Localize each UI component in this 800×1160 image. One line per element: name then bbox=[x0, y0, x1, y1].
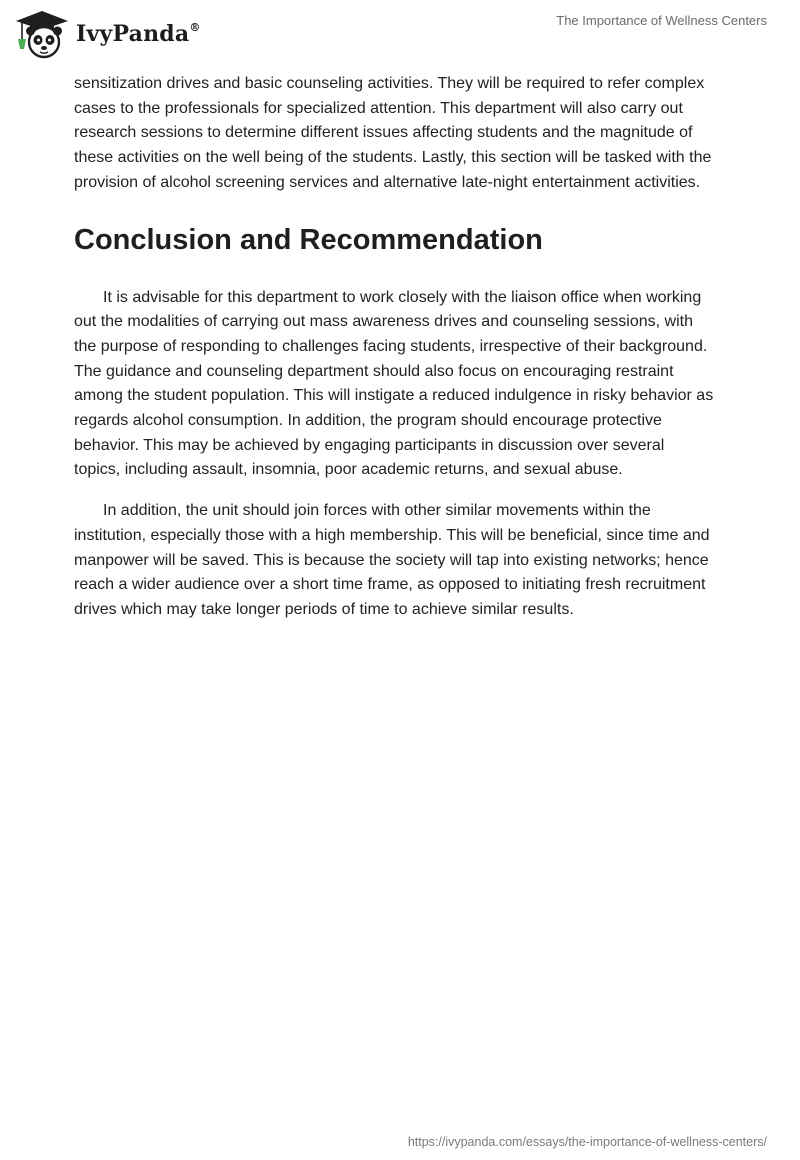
source-url[interactable]: https://ivypanda.com/essays/the-importance-of-wellness-centers/ bbox=[407, 1135, 767, 1149]
section-heading: Conclusion and Recommendation bbox=[74, 223, 543, 256]
continued-paragraph: sensitization drives and basic counseling activities. They will be required to refer complex cases to the professionals for specialized attention. This department will also carry out research sessions to determine different issues affecting students and the magnitude of these activities on the well being of the students. Lastly, this section will be tasked with the provision of alcohol screening services and alternative late-night entertainment activities. bbox=[74, 75, 712, 191]
brand-name: IvyPanda® bbox=[76, 20, 201, 47]
page-header bbox=[0, 0, 800, 66]
body-paragraph: It is advisable for this department to work closely with the liaison office when working out the modalities of carrying out mass awareness drives and counseling sessions, with the purpose of responding to challenges facing students, irrespective of their background. The guidance and counseling department should also focus on encouraging restraint among the student population. This will instigate a reduced indulgence in risky behavior as regards alcohol consumption. In addition, the program should encourage protective behavior. This may be achieved by engaging participants in discussion over several topics, including assault, insomnia, poor academic returns, and sexual abuse. bbox=[74, 288, 714, 479]
panda-graduate-icon bbox=[14, 9, 70, 59]
ivypanda-logo[interactable] bbox=[14, 8, 201, 60]
body-paragraph: In addition, the unit should join forces with other similar movements within the institution, especially those with a high membership. This will be beneficial, since time and manpower will be saved. This is because the society will tap into existing networks; hence reach a wider audience over a short time frame, as opposed to initiating fresh recruitment drives which may take longer periods of time to achieve similar results. bbox=[74, 502, 710, 618]
essay-body bbox=[74, 72, 714, 639]
running-title: The Importance of Wellness Centers bbox=[556, 13, 767, 28]
